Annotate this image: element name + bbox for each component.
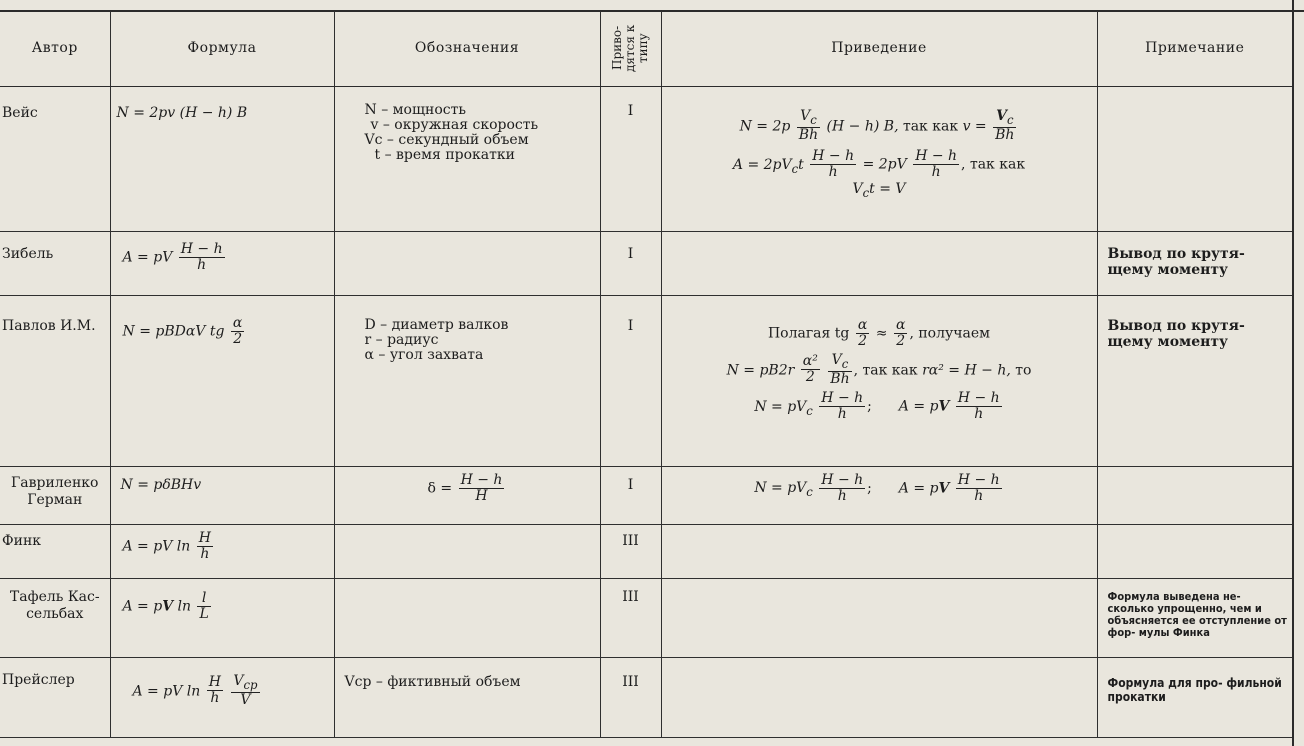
reduction-text: то	[1015, 361, 1032, 378]
author-line: сельбах	[26, 605, 84, 622]
table-row	[0, 466, 1292, 524]
author-name: Финк	[2, 532, 42, 549]
notation-list	[335, 296, 600, 369]
remark: Вывод по крутя- щему моменту	[1107, 245, 1245, 278]
cell-type	[600, 657, 661, 737]
reduction-line: $A = 2pV_ct$ $\frac{H - h}{h}$ = 2pV $\frac{H - h}{h}$ , так как	[732, 148, 1026, 181]
author-name: Прейслер	[2, 671, 75, 688]
reduction-formula	[662, 87, 1097, 209]
table-row	[0, 86, 1292, 231]
formula: A = pV ln $\frac{H}{h}$ $\frac{V_{cp}}{V}$	[132, 672, 258, 709]
notation-item: α – угол захвата	[364, 346, 484, 363]
remark	[1098, 87, 1293, 99]
formula: N = 2pv (H − h) B	[116, 104, 248, 121]
cell-type	[600, 466, 661, 524]
cell-remark	[1097, 295, 1292, 466]
reduction-formula	[662, 296, 1097, 429]
cell-remark	[1097, 231, 1292, 295]
type-value: I	[627, 476, 634, 493]
cell-notation	[334, 466, 600, 524]
cell-author	[0, 295, 110, 466]
cell-author	[0, 524, 110, 578]
cell-notation	[334, 231, 600, 295]
reduction-line: N = pB2r $\frac{\text{α²}}{2}$ $\frac{V_c}{Bh}$ , так как rα² = H − h, то	[726, 351, 1032, 388]
author-line: Герман	[27, 491, 83, 508]
cell-notation	[334, 295, 600, 466]
cell-formula	[110, 657, 334, 737]
header-type-cell	[600, 11, 661, 86]
cell-formula	[110, 295, 334, 466]
cell-author	[0, 231, 110, 295]
right-rule	[1292, 0, 1294, 746]
formula: N = pδBHv	[120, 476, 202, 493]
table-row	[0, 657, 1292, 737]
formula: A = pV ln $\frac{H}{h}$	[122, 529, 211, 562]
notation-item: t – время прокатки	[374, 146, 515, 163]
notation-item: Vср – фиктивный объем	[344, 673, 521, 690]
type-value: I	[627, 317, 634, 334]
cell-reduction	[661, 466, 1097, 524]
cell-remark	[1097, 86, 1292, 231]
cell-remark	[1097, 657, 1292, 737]
author-line: Тафель Кас-	[9, 588, 100, 605]
cell-notation	[334, 86, 600, 231]
cell-type	[600, 578, 661, 657]
table-row	[0, 578, 1292, 657]
author-name	[0, 579, 110, 623]
cell-type	[600, 86, 661, 231]
formula: N = pBDαV tg $\frac{\alpha}{2}$	[122, 314, 243, 347]
type-value: I	[627, 245, 634, 262]
cell-reduction	[661, 86, 1097, 231]
cell-author	[0, 86, 110, 231]
author-name: Вейс	[2, 104, 38, 121]
table-row	[0, 524, 1292, 578]
cell-reduction	[661, 231, 1097, 295]
reduction-text: так как	[902, 117, 959, 134]
cell-formula	[110, 466, 334, 524]
notation-item: D – диаметр валков	[364, 316, 509, 333]
formula: A = pV ln $\frac{l}{L}$	[122, 589, 209, 622]
notation-item: v – окружная скорость	[370, 116, 539, 133]
author-line: Гавриленко	[11, 474, 99, 491]
remark: Формула для про- фильной прокатки	[1107, 675, 1282, 704]
type-value: III	[622, 673, 639, 690]
cell-reduction	[661, 657, 1097, 737]
remark	[1098, 467, 1293, 479]
reduction-line: $N = pV_c$ $\frac{H - h}{h}$ ; A = pV $\frac{H - h}{h}$	[754, 390, 1000, 423]
cell-formula	[110, 578, 334, 657]
cell-remark	[1097, 466, 1292, 524]
reduction-text: так как	[969, 156, 1026, 173]
reduction-line: $V_ct = V$	[852, 181, 906, 201]
author-name: Павлов И.М.	[2, 317, 96, 334]
formula-table	[0, 11, 1292, 738]
notation-list	[335, 87, 600, 169]
header-notation: Обозначения	[334, 11, 600, 86]
cell-author	[0, 578, 110, 657]
header-formula: Формула	[110, 11, 334, 86]
reduction-text: Полагая tg	[767, 325, 850, 341]
cell-remark	[1097, 524, 1292, 578]
reduction-text: так как	[862, 361, 918, 378]
cell-reduction	[661, 578, 1097, 657]
cell-notation	[334, 578, 600, 657]
cell-author	[0, 466, 110, 524]
table-row	[0, 295, 1292, 466]
header-row	[0, 11, 1292, 86]
author-name	[0, 467, 110, 509]
remark: Вывод по крутя- щему моменту	[1107, 317, 1245, 350]
cell-type	[600, 295, 661, 466]
notation-item: r – радиус	[364, 331, 439, 348]
reduction-line: Полагая tg $\frac{\alpha}{2}$ ≈ $\frac{\alpha}{2}$ , получаем	[767, 316, 991, 349]
cell-formula	[110, 86, 334, 231]
header-remark: Примечание	[1097, 11, 1292, 86]
type-value: I	[627, 102, 634, 119]
cell-reduction	[661, 524, 1097, 578]
cell-notation	[334, 657, 600, 737]
header-reduction: Приведение	[661, 11, 1097, 86]
reduction-line: N = 2p $\frac{V_c}{Bh}$ (H − h) B, так как v = $\frac{V_c}{Bh}$	[739, 107, 1015, 144]
cell-type	[600, 524, 661, 578]
remark	[1098, 525, 1293, 537]
cell-reduction	[661, 295, 1097, 466]
notation-item: δ =	[427, 480, 453, 496]
table-row	[0, 231, 1292, 295]
header-author: Автор	[0, 11, 110, 86]
remark: Формула выведена не- сколько упрощенно, чем и объясняется ее отступление от фор- мулы Финка	[1107, 589, 1287, 639]
cell-author	[0, 657, 110, 737]
formula: A = pV $\frac{H - h}{h}$	[122, 240, 223, 273]
header-type: Приво-дятся к типу	[609, 24, 650, 72]
notation-item: Vc – секундный объем	[364, 131, 529, 148]
cell-notation	[334, 524, 600, 578]
type-value: III	[622, 532, 639, 549]
reduction-formula: $N = pV_c$ $\frac{H - h}{h}$ ; A = pV $\frac{H - h}{h}$	[754, 471, 1000, 504]
cell-formula	[110, 231, 334, 295]
notation-item: N – мощность	[364, 101, 466, 118]
type-value: III	[622, 588, 639, 605]
author-name: Зибель	[2, 245, 54, 262]
cell-type	[600, 231, 661, 295]
cell-formula	[110, 524, 334, 578]
reduction-text: получаем	[918, 325, 991, 341]
notation-formula: δ = $\frac{H - h}{H}$	[427, 471, 503, 504]
cell-remark	[1097, 578, 1292, 657]
